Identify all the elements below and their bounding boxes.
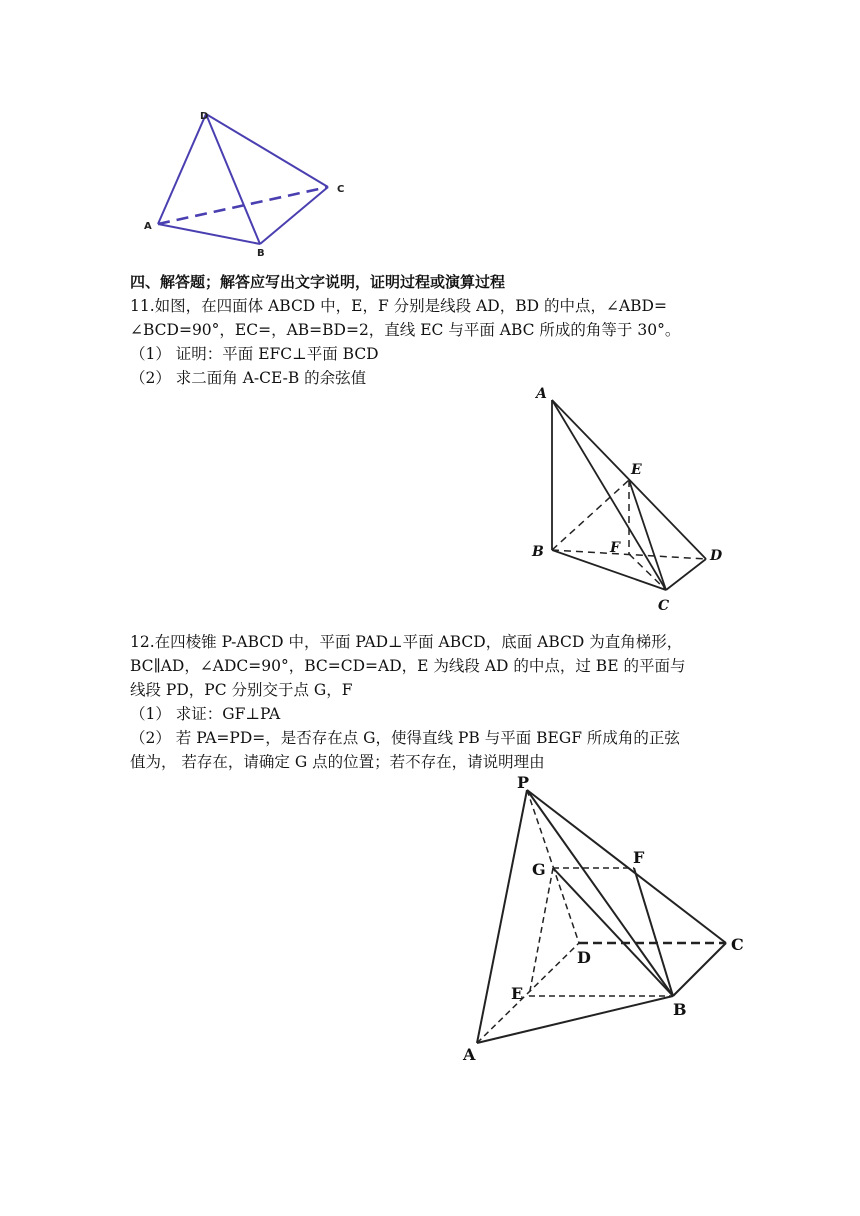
label-g: G	[532, 860, 546, 879]
label-d: D	[577, 948, 591, 967]
label-a: A	[463, 1045, 476, 1064]
tetrahedron-figure-2	[520, 384, 740, 616]
label-d: D	[710, 548, 723, 564]
label-c: C	[337, 184, 345, 195]
label-f: F	[633, 848, 645, 867]
label-e: E	[511, 984, 524, 1003]
section-heading: 四、解答题；解答应写出文字说明，证明过程或演算过程	[130, 273, 506, 291]
label-e: E	[631, 462, 642, 478]
label-a: A	[144, 221, 152, 232]
label-d: D	[200, 111, 209, 122]
problem-12-part-2b: 值为， 若存在，请确定 G 点的位置；若不存在，请说明理由	[130, 753, 545, 771]
problem-11-part-1: （1） 证明：平面 EFC⊥平面 BCD	[130, 345, 379, 363]
problem-12-line-3: 线段 PD，PC 分别交于点 G，F	[130, 681, 353, 699]
label-f: F	[610, 540, 620, 556]
label-b: B	[673, 1000, 687, 1019]
problem-12-part-1: （1） 求证：GF⊥PA	[130, 705, 281, 723]
label-b: B	[257, 248, 265, 259]
problem-11-line-1: 11.如图，在四面体 ABCD 中，E，F 分别是线段 AD，BD 的中点，∠ABD=	[130, 297, 667, 315]
problem-11-line-2: ∠BCD=90°，EC=，AB=BD=2，直线 EC 与平面 ABC 所成的角等于 30°。	[130, 321, 681, 339]
problem-12-line-1: 12.在四棱锥 P-ABCD 中，平面 PAD⊥平面 ABCD，底面 ABCD 为直角梯形，	[130, 633, 683, 651]
problem-11-part-2: （2） 求二面角 A-CE-B 的余弦值	[130, 369, 367, 387]
label-c: C	[731, 935, 744, 954]
problem-12-line-2: BC∥AD，∠ADC=90°，BC=CD=AD，E 为线段 AD 的中点，过 BE 的平面与	[130, 657, 686, 675]
label-c: C	[658, 598, 670, 614]
label-p: P	[517, 773, 530, 792]
label-b: B	[532, 544, 544, 560]
tetrahedron-figure-1	[130, 100, 360, 260]
pyramid-figure-3	[455, 770, 765, 1070]
label-a: A	[536, 386, 547, 402]
problem-12-part-2a: （2） 若 PA=PD=，是否存在点 G，使得直线 PB 与平面 BEGF 所成角的正弦	[130, 729, 680, 747]
